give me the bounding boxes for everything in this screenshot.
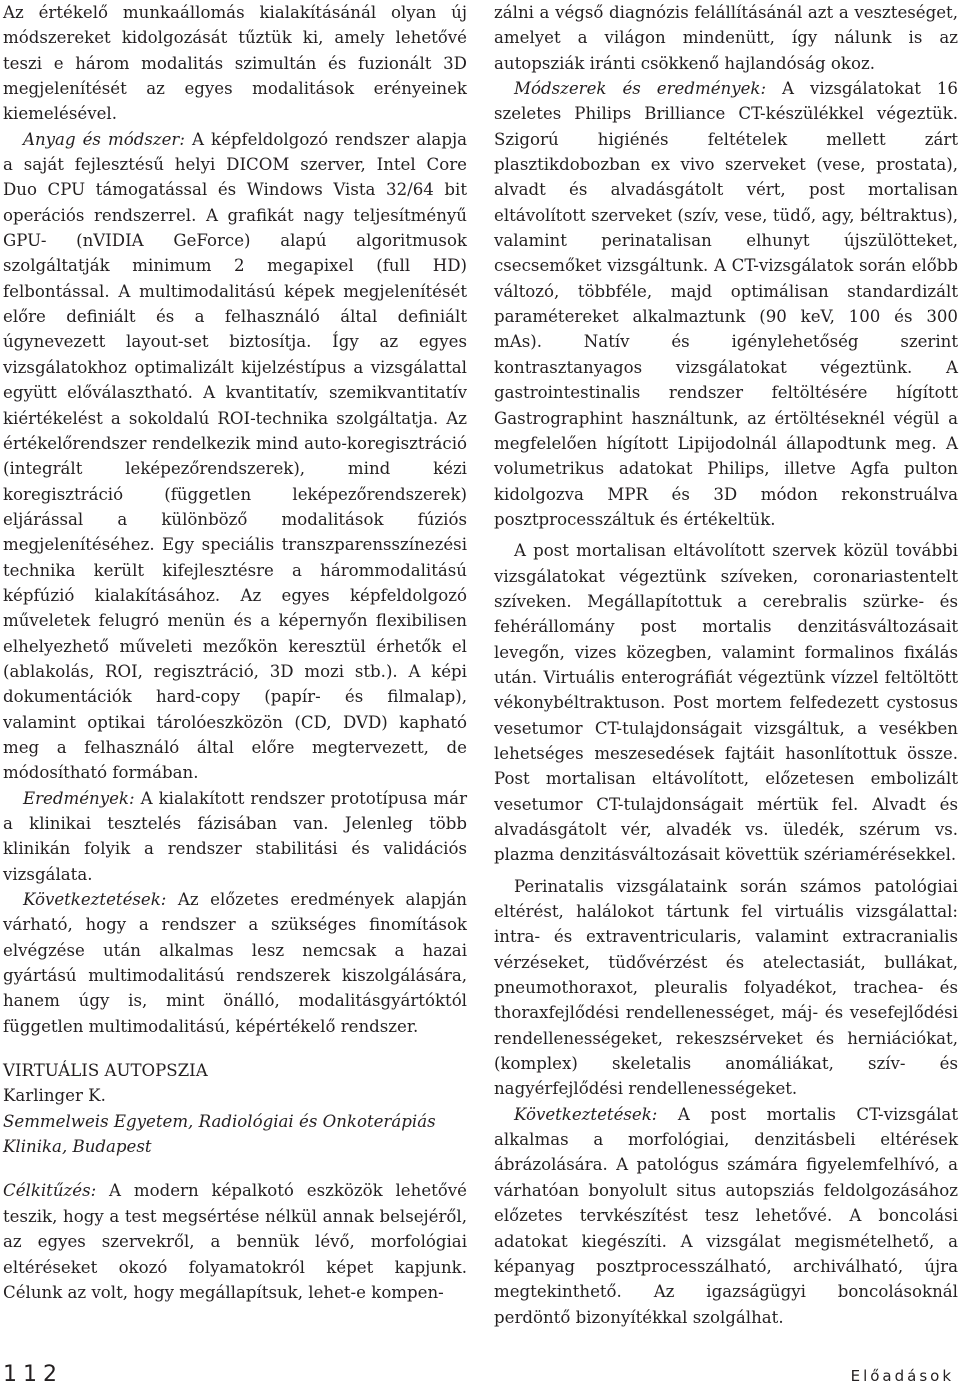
section-gap [3,1039,467,1058]
methods-results-text: A vizsgálatokat 16 szeletes Philips Brilliance CT-készülékkel végeztük. Szigorú higiénés feltételek mellett zárt plasztikdobozban ex vivo szerveket (vese, prostata), alvadt és alvadásgátolt vért, post mortalisan eltávolított szerveket (szív, vese, tüdő, agy, béltraktus), valamint perinatalisan elhunyt újszülötteket, csecsemőket vizsgáltunk. A CT-vizsgálatok során előbb változó, többféle, majd optimálisan standardizált paramétereket alkalmaztunk (90 keV, 100 és 300 mAs). Natív és igénylehetőség szerint kontrasztanyagos vizsgálatokat végeztünk. A gastrointestinalis rendszer feltöltésére hígított Gastrographint használtunk, az értöltéseknél végül a megfelelően hígított Lipijodolnál állapodtunk meg. A volumetrikus adatokat Philips, illetve Agfa pulton kidolgozva MPR és 3D módon rekonstruálva posztprocesszáltuk és értékeltük. [494,79,958,529]
methods-results-paragraph [494,76,958,532]
aims-continued-paragraph: zálni a végső diagnózis felállításánál azt a veszteséget, amelyet a világon mindenütt, így nálunk is az autopsziák iránti csökkenő hajlandóság okoz. [494,3,958,73]
results-text: A kialakított rendszer prototípusa már a klinikai tesztelés fázisában van. Jelenleg több klinikán folyik a rendszer stabilitási és validációs vizsgálata. [3,788,467,884]
article-affiliation: Semmelweis Egyetem, Radiológiai és Onkoterápiás Klinika, Budapest [3,1111,436,1157]
article-author: Karlinger K. [3,1086,106,1106]
right-column [494,0,958,1330]
page-number: 112 [3,1362,63,1387]
article-title: VIRTUÁLIS AUTOPSZIA [3,1061,208,1081]
perinatal-paragraph: Perinatalis vizsgálataink során számos patológiai eltérést, halálokot tártunk fel virtuális vizsgálattal: intra- és extraventricularis, valamint extracranialis vérzéseket, tüdővérzést és atelectasiát, bullákat, pneumothoraxot, pleuralis folyadékot, trachea- és thoraxfejlődési rendellenességet, máj- és vesefejlődési rendellenességeket, rekeszsérveket és herniációkat, (komplex) skeletalis anomáliákat, szív- és nagyérfejlődési rendellenességeket. [494,876,958,1099]
aims-paragraph [3,1178,467,1305]
right-conclusions-label: Következtetések: [514,1104,658,1124]
right-conclusions-text: A post mortalis CT-vizsgálat alkalmas a morfológiai, denzitásbeli eltérések ábrázolására. A patológus számára figyelemfelhívó, a várhatóan bonyolult situs autopsziás feldolgozásához előzetes tervkészítést tesz lehetővé. A boncolási adatokat kiegészíti. A vizsgálat megismételhető, a képanyag posztprocesszálható, archiválható, újra megtekinthető. Az igazságügyi boncolásoknál perdöntő bizonyítékkal szolgálhat. [494,1104,958,1327]
results-label: Eredmények: [23,788,135,808]
results-paragraph [3,786,467,887]
conclusions-text: Az előzetes eredmények alapján várható, hogy a rendszer a szükséges finomítások elvégzése után alkalmas lesz nemcsak a hazai gyártású multimodalitású rendszerek kiszolgálására, hanem úgy is, mint önálló, modalitásgyártóktól független multimodalitású, képértékelő rendszer. [3,890,467,1036]
conclusions-label: Következtetések: [23,890,167,910]
section-name: Előadások [850,1367,954,1385]
aims-label: Célkitűzés: [3,1181,97,1201]
methods-label: Anyag és módszer: [23,129,185,149]
aims-text: A modern képalkotó eszközök lehetővé teszik, hogy a test megsértése nélkül annak belsejéről, az egyes szervekről, a bennük lévő, morfológiai eltéréseket okozó folyamatokról képet kapjunk. Célunk az volt, hogy megállapítsuk, lehet-e kompen- [3,1181,467,1302]
organs-paragraph: A post mortalisan eltávolított szervek közül további vizsgálatokat végeztünk szíveken, coronariastentelt szíveken. Megállapítottuk a cerebralis szürke- és fehérállomány post mortalis denzitásváltozásait levegőn, vizes közegben, valamint formalinos fixálás után. Virtuális enterográfiát végeztünk vízzel feltöltött vékonybéltraktuson. Post mortem felfedezett cystosus vesetumor CT-tulajdonságait vizsgáltuk, a vesékben lehetséges meszesedések fajtáit hasonlítottuk össze. Post mortalisan eltávolított, előzetesen embolizált vesetumor CT-tulajdonságait mértük fel. Alvadt és alvadásgátolt vér, alvadék vs. üledék, szérum vs. plazma denzitásváltozásait követtük szériamérésekkel. [494,541,958,865]
conclusions-paragraph [3,887,467,1039]
methods-paragraph [3,127,467,786]
section-gap [3,1159,467,1178]
left-column [3,0,467,1305]
methods-text: A képfeldolgozó rendszer alapja a saját fejlesztésű helyi DICOM szerver, Intel Core Duo CPU támogatással és Windows Vista 32/64 bit operációs rendszerrel. A grafikát nagy teljesítményű GPU- (nVIDIA GeForce) alapú algoritmusok szolgáltatják minimum 2 megapixel (full HD) felbontással. A multimodalitású képek megjelenítését előre definiált és a felhasználó által definiált úgynevezett layout-set biztosítja. Így az egyes vizsgálatokhoz optimalizált kijelzéstípus a vizsgálattal együtt előválasztható. A kvantitatív, szemikvantitatív kiértékelést a sokoldalú ROI-technika szolgáltatja. Az értékelőrendszer rendelkezik mind auto-koregisztráció (integrált leképezőrendszerek), mind kézi koregisztráció (független leképezőrendszerek) eljárással a különböző modalitások fúziós megjelenítéséhez. Egy speciális transzparensszínezési technika került kifejlesztésre a hárommodalitású képfúzió kialakításához. Az egyes képfeldolgozó műveletek felugró menün és a képernyőn flexibilisen elhelyezhető műveleti mezőkön keresztül érhetők el (ablakolás, ROI, regisztráció, 3D mozi stb.). A képi dokumentációk hard-copy (papír- és filmalap), valamint optikai tárolóeszközön (CD, DVD) kapható meg a felhasználó által előre megtervezett, de módosítható formában. [3,129,467,783]
intro-paragraph: Az értékelő munkaállomás kialakításánál olyan új módszereket kidolgozását tűztük ki, amely lehetővé teszi e három modalitás szimultán és fuzionált 3D megjelenítését az egyes modalitások erényeinek kiemelésével. [3,3,467,124]
methods-results-label: Módszerek és eredmények: [514,79,767,99]
right-conclusions-paragraph [494,1102,958,1330]
